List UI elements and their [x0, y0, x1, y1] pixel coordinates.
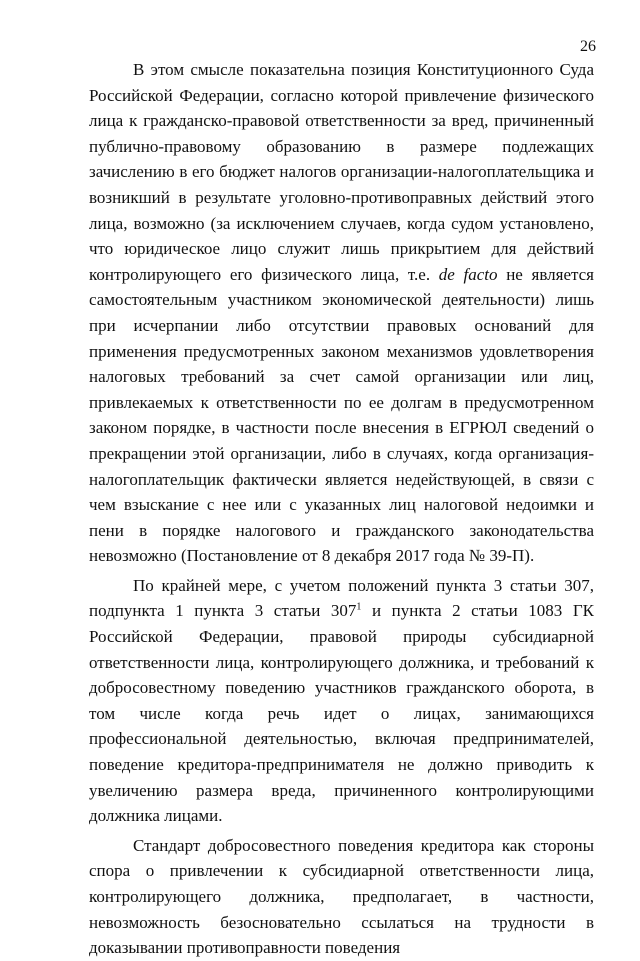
- paragraph-2-text-a: По крайней мере, с учетом положений пункта 3 статьи 307, подпункта 1 пункта 3 статьи 307: [89, 575, 594, 621]
- paragraph-2-superscript: 1: [356, 601, 362, 613]
- paragraph-good-faith-standard: [89, 833, 594, 961]
- paragraph-1-text-b: не является самостоятельным участником экономической деятельности) лишь при исчерпании либо отсутствии правовых оснований для применения предусмотренных законом механизмов удовлетворения налоговых требований за счет самой организации или лиц, привлекаемых к ответственности по ее долгам в предусмотренном законом порядке, в частности после внесения в ЕГРЮЛ сведений о прекращении этой организации, либо в случаях, когда организация-налогоплательщик фактически является недействующей, в связи с чем взыскание с нее или с указанных лиц налоговой недоимки и пени в порядке налогового и гражданского законодательства невозможно (Постановление от 8 декабря 2017 года № 39-П).: [89, 264, 594, 566]
- paragraph-constitutional-court-position: [89, 57, 594, 569]
- paragraph-3-text: Стандарт добросовестного поведения кредитора как стороны спора о привлечении к субсидиарной ответственности лица, контролирующего должника, предполагает, в частности, невозможность безосновательно ссылаться на трудности в доказывании противоправности поведения: [89, 835, 594, 958]
- paragraph-1-text-a: В этом смысле показательна позиция Конституционного Суда Российской Федерации, согласно которой привлечение физического лица к гражданско-правовой ответственности за вред, причиненный публично-правовому образованию в размере подлежащих зачислению в его бюджет налогов организации-налогоплательщика и возникший в результате уголовно-противоправных действий этого лица, возможно (за исключением случаев, когда судом установлено, что юридическое лицо служит лишь прикрытием для действий контролирующего его физического лица, т.е.: [89, 60, 594, 284]
- paragraph-civil-code-provisions: [89, 573, 594, 829]
- body-text: [89, 57, 594, 961]
- page-number: 26: [580, 38, 596, 55]
- paragraph-1-italic-de-facto: de facto: [438, 264, 498, 284]
- paragraph-2-text-b: и пункта 2 статьи 1083 ГК Российской Федерации, правовой природы субсидиарной ответственности лица, контролирующего должника, и требований к добросовестному поведению участников гражданского оборота, в том числе когда речь идет о лицах, занимающихся профессиональной деятельностью, включая предпринимателей, поведение кредитора-предпринимателя не должно приводить к увеличению размера вреда, причиненного контролирующими должника лицами.: [89, 601, 594, 826]
